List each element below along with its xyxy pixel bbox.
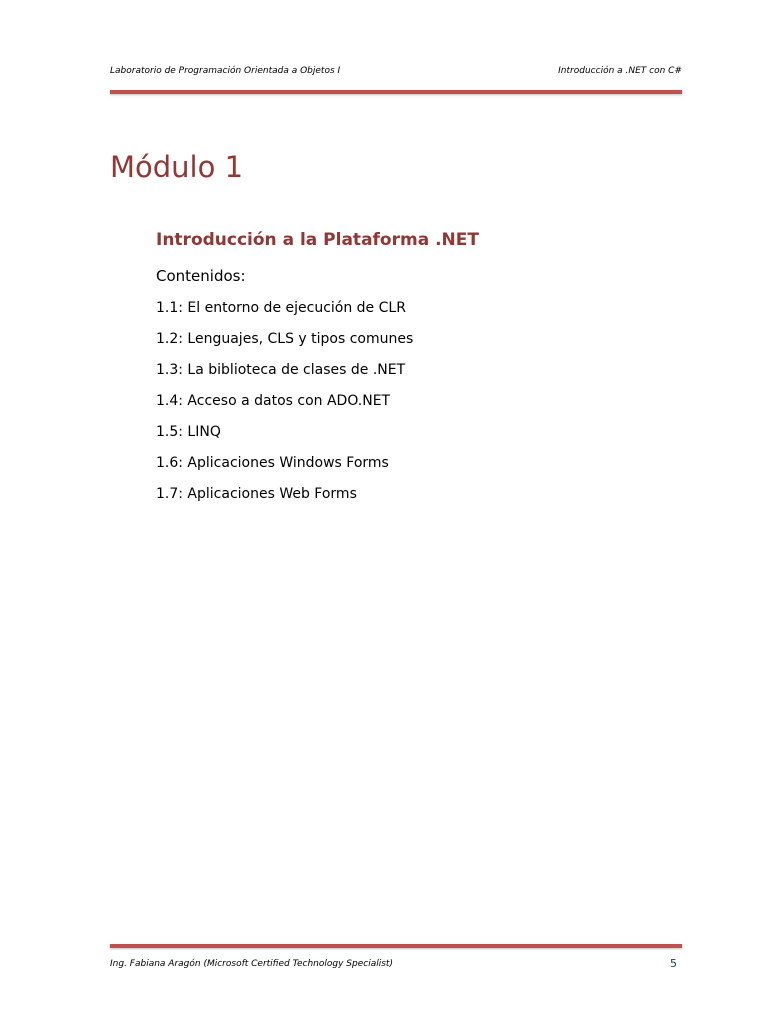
footer-divider <box>110 944 682 948</box>
toc-item-1-1: 1.1: El entorno de ejecución de CLR <box>156 300 406 316</box>
module-title: Módulo 1 <box>110 150 244 184</box>
toc-item-1-5: 1.5: LINQ <box>156 424 221 440</box>
section-heading: Introducción a la Plataforma .NET <box>156 230 479 250</box>
toc-item-1-2: 1.2: Lenguajes, CLS y tipos comunes <box>156 331 414 347</box>
header-divider <box>110 90 682 94</box>
page-header <box>110 66 682 86</box>
toc-item-1-3: 1.3: La biblioteca de clases de .NET <box>156 362 406 378</box>
header-course-title: Laboratorio de Programación Orientada a Objetos I <box>110 66 341 76</box>
toc-item-1-4: 1.4: Acceso a datos con ADO.NET <box>156 393 391 409</box>
footer-author: Ing. Fabiana Aragón (Microsoft Certified Technology Specialist) <box>110 959 393 969</box>
toc-item-1-6: 1.6: Aplicaciones Windows Forms <box>156 455 389 471</box>
table-of-contents <box>156 298 413 515</box>
contents-label: Contenidos: <box>156 267 246 285</box>
page-number: 5 <box>670 957 677 970</box>
toc-item-1-7: 1.7: Aplicaciones Web Forms <box>156 486 357 502</box>
header-document-title: Introducción a .NET con C# <box>558 66 682 76</box>
